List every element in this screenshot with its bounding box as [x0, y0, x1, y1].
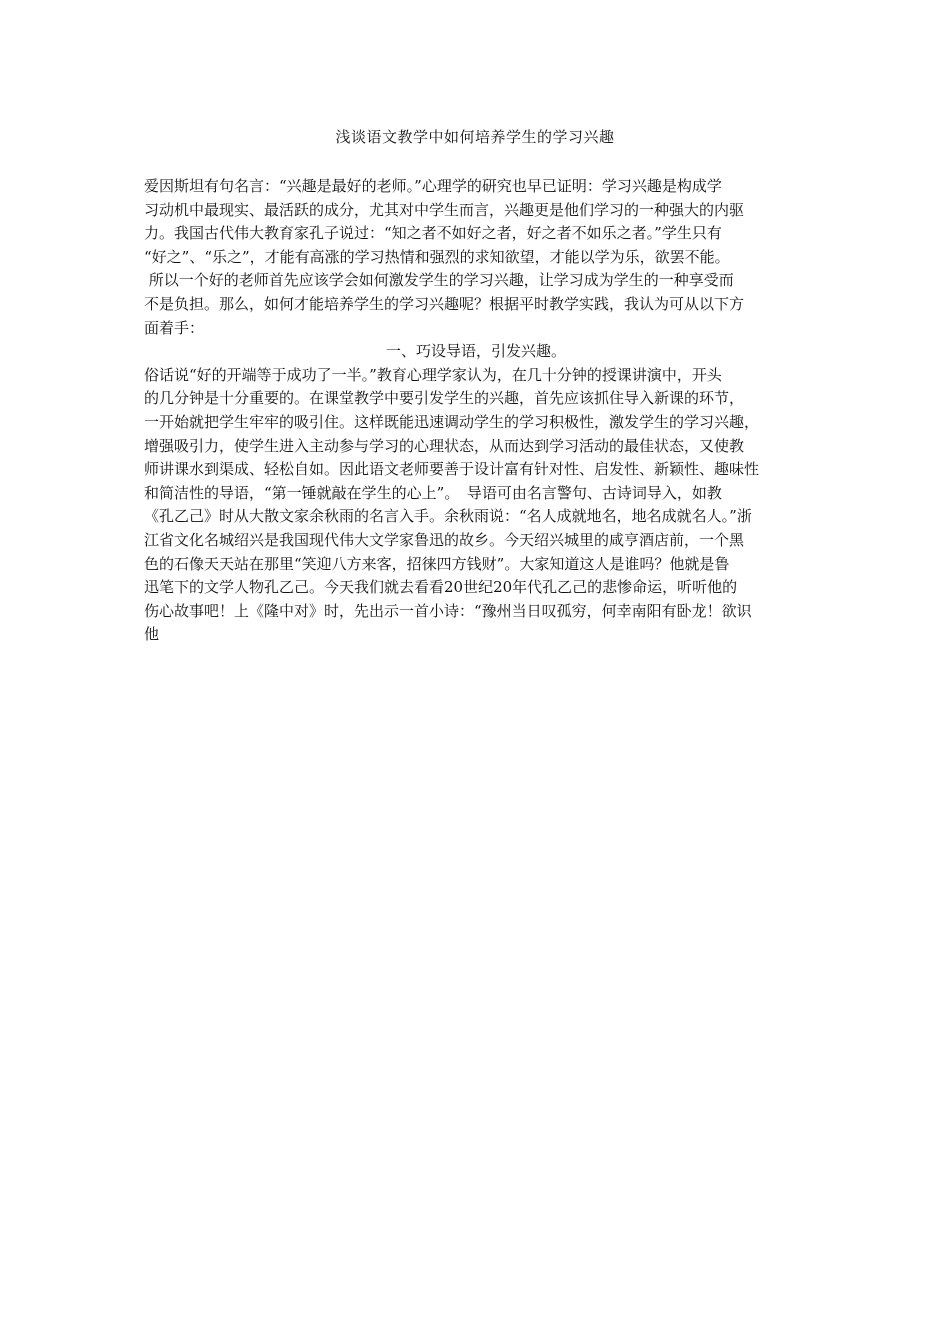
- section-line: 《孔乙己》时从大散文家余秋雨的名言入手。余秋雨说：“名人成就地名，地名成就名人。”浙: [144, 507, 752, 526]
- section-line: 色的石像天天站在那里“笑迎八方来客，招徕四方钱财”。大家知道这人是谁吗？他就是鲁: [144, 554, 730, 573]
- section-line: 伤心故事吧！上《隆中对》时，先出示一首小诗：“豫州当日叹孤穷，何幸南阳有卧龙！欲识: [144, 601, 752, 620]
- section-line: 迅笔下的文学人物孔乙己。今天我们就去看看20世纪20年代孔乙己的悲惨命运，听听他的: [144, 578, 738, 597]
- section-line: 俗话说“好的开端等于成功了一半。”教育心理学家认为，在几十分钟的授课讲演中，开头: [144, 365, 722, 384]
- section-heading: [144, 340, 808, 364]
- section-line: 一开始就把学生牢牢的吸引住。这样既能迅速调动学生的学习积极性，激发学生的学习兴趣，: [144, 412, 760, 431]
- section-line: 师讲课水到渠成、轻松自如。因此语文老师要善于设计富有针对性、启发性、新颖性、趣味性: [144, 460, 760, 479]
- intro-last-line: 面着手：: [144, 318, 205, 337]
- section-paragraph: [144, 364, 808, 647]
- document-title: 浅谈语文教学中如何培养学生的学习兴趣: [335, 128, 615, 146]
- intro-line: 力。我国古代伟大教育家孔子说过：“知之者不如好之者，好之者不如乐之者。”学生只有: [144, 224, 722, 243]
- intro-line: 所以一个好的老师首先应该学会如何激发学生的学习兴趣，让学习成为学生的一种享受而: [144, 271, 734, 290]
- document-body: [144, 175, 808, 647]
- section-line: 增强吸引力，使学生进入主动参与学习的心理状态，从而达到学习活动的最佳状态，又使教: [144, 436, 745, 455]
- section-heading-text: 一、巧设导语，引发兴趣。: [385, 342, 566, 361]
- section-last-line: 他: [144, 625, 160, 644]
- intro-line: 习动机中最现实、最活跃的成分，尤其对中学生而言，兴趣更是他们学习的一种强大的内驱: [144, 200, 745, 219]
- intro-line: 不是负担。那么，如何才能培养学生的学习兴趣呢？根据平时教学实践，我认为可从以下方: [144, 294, 745, 313]
- intro-paragraph: [144, 175, 808, 340]
- section-line: 和简洁性的导语，“第一锤就敲在学生的心上”。 导语可由名言警句、古诗词导入，如教: [144, 483, 722, 502]
- section-line: 江省文化名城绍兴是我国现代伟大文学家鲁迅的故乡。今天绍兴城里的咸亨酒店前，一个黑: [144, 530, 745, 549]
- section-line: 的几分钟是十分重要的。在课堂教学中要引发学生的兴趣，首先应该抓住导入新课的环节，: [144, 389, 745, 408]
- intro-line: “好之”、“乐之”，才能有高涨的学习热情和强烈的求知欲望，才能以学为乐，欲罢不能。: [144, 247, 730, 266]
- intro-line: 爱因斯坦有句名言：“兴趣是最好的老师。”心理学的研究也早已证明：学习兴趣是构成学: [144, 177, 722, 195]
